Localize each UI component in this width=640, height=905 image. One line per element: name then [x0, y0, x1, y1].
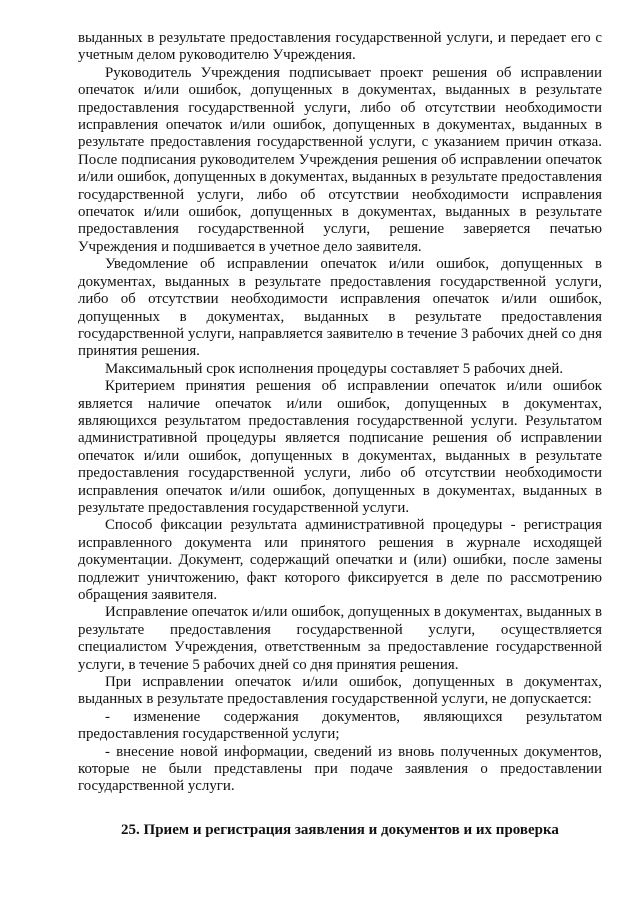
paragraph-3: Уведомление об исправлении опечаток и/или ошибок, допущенных в документах, выданных в результате предоставления государственной услуги, либо об отсутствии необходимости исправления опечаток и/или ошибок, допущенных в документах, выданных в результате предоставления государственной услуги, направляется заявителю в течение 3 рабочих дней со дня принятия решения. — [78, 256, 602, 360]
list-item-1: - изменение содержания документов, являющихся результатом предоставления государственной услуги; — [78, 708, 602, 743]
paragraph-1: выданных в результате предоставления государственной услуги, и передает его с учетным делом руководителю Учреждения. — [78, 30, 602, 64]
document-page — [78, 30, 602, 839]
paragraph-5: Критерием принятия решения об исправлении опечаток и/или ошибок является наличие опечаток и/или ошибок, допущенных в документах, являющихся результатом предоставления государственной услуги. Результатом административной процедуры является подписание решения об исправлении опечаток и/или ошибок, допущенных в документах, выданных в результате предоставления государственной услуги, либо об отсутствии необходимости исправления опечаток и/или ошибок, допущенных в документах, выданных в результате предоставления государственной услуги. — [78, 378, 602, 516]
paragraph-8: При исправлении опечаток и/или ошибок, допущенных в документах, выданных в результате предоставления государственной услуги, не допускается: — [78, 674, 602, 708]
paragraph-7: Исправление опечаток и/или ошибок, допущенных в документах, выданных в результате предоставления государственной услуги, осуществляется специалистом Учреждения, ответственным за предоставление государственной услуги, в течение 5 рабочих дней со дня принятия решения. — [78, 604, 602, 673]
list-item-2: - внесение новой информации, сведений из вновь полученных документов, которые не были представлены при подаче заявления о предоставлении государственной услуги. — [78, 743, 602, 795]
paragraph-6: Способ фиксации результата административной процедуры - регистрация исправленного документа или принятого решения в журнале исходящей документации. Документ, содержащий опечатки и (или) ошибки, после замены подлежит уничтожению, факт которого фиксируется в деле по рассмотрению обращения заявителя. — [78, 517, 602, 603]
paragraph-2: Руководитель Учреждения подписывает проект решения об исправлении опечаток и/или ошибок, допущенных в документах, выданных в результате предоставления государственной услуги, либо об отсутствии необходимости исправления опечаток и/или ошибок, допущенных в документах, выданных в результате предоставления государственной услуги, с указанием причин отказа. После подписания руководителем Учреждения решения об исправлении опечаток и/или ошибок, допущенных в документах, выданных в результате предоставления государственной услуги, либо об отсутствии необходимости исправления опечаток и/или ошибок, допущенных в документах, выданных в результате предоставления государственной услуги, решение заверяется печатью Учреждения и подшивается в учетное дело заявителя. — [78, 64, 602, 255]
section-heading: 25. Прием и регистрация заявления и документов и их проверка — [121, 821, 559, 838]
paragraph-4: Максимальный срок исполнения процедуры составляет 5 рабочих дней. — [105, 360, 564, 377]
